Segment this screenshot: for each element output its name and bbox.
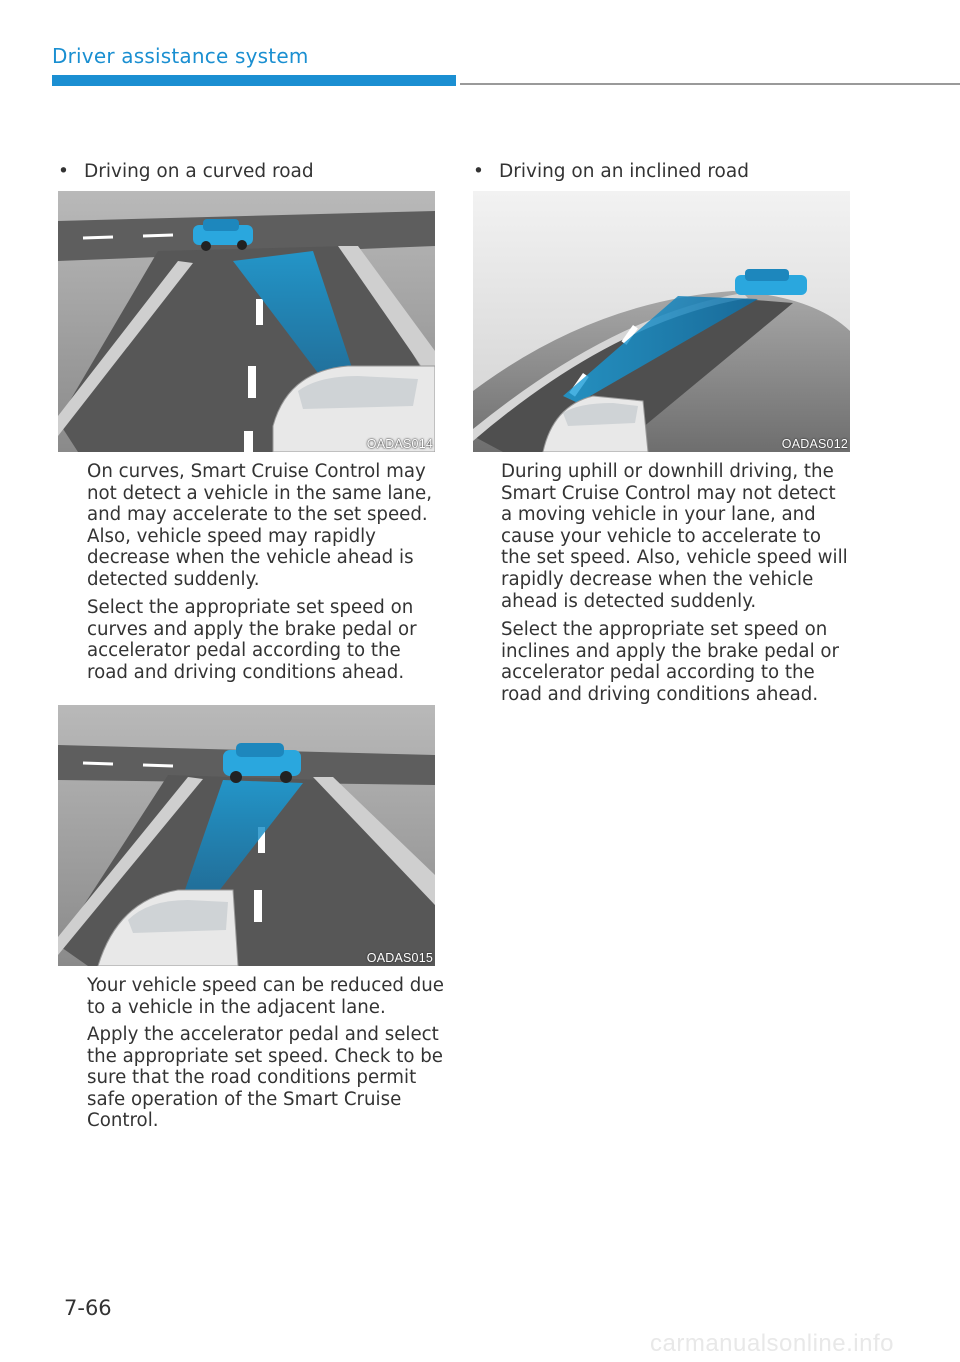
figure-code: OADAS012 [781,437,848,451]
curved-road-illustration [58,191,435,452]
figure-code: OADAS014 [366,437,433,451]
bullet-curved-road-text: Driving on a curved road [84,161,314,182]
watermark: carmanualsonline.info [650,1330,894,1357]
figure-inclined-road [473,191,850,452]
bullet-curved-road [58,161,314,182]
paragraph-incline-set-speed: Select the appropriate set speed on inclines and apply the brake pedal or accelerator pedal according to the road and driving conditions ahead. [501,619,840,705]
figure-curved-road [58,191,435,452]
header-accent-bar [52,75,456,86]
inclined-road-illustration [473,191,850,452]
header-divider [460,83,960,85]
paragraph-curves-set-speed: Select the appropriate set speed on curves and apply the brake pedal or accelerator pedal according to the road and driving conditions ahead. [87,597,417,683]
bullet-inclined-road-text: Driving on an inclined road [499,161,749,182]
paragraph-adjacent-lane-action: Apply the accelerator pedal and select the appropriate set speed. Check to be sure that the road conditions permit safe operation of the Smart Cruise Control. [87,1024,443,1132]
bullet-inclined-road [473,161,749,182]
figure-adjacent-lane [58,705,435,966]
page-number: 7-66 [64,1296,112,1320]
bullet-dot-icon: • [58,161,69,182]
paragraph-curves-detection: On curves, Smart Cruise Control may not detect a vehicle in the same lane, and may accelerate to the set speed. Also, vehicle speed may rapidly decrease when the vehicle ahead is detected suddenly. [87,461,433,590]
bullet-dot-icon: • [473,161,484,182]
section-title: Driver assistance system [52,44,309,68]
paragraph-incline-detection: During uphill or downhill driving, the Smart Cruise Control may not detect a moving vehicle in your lane, and cause your vehicle to accelerate to the set speed. Also, vehicle speed will rapidly decrease when the vehicle ahead is detected suddenly. [501,461,848,612]
figure-code: OADAS015 [366,951,433,965]
adjacent-lane-illustration [58,705,435,966]
paragraph-adjacent-lane: Your vehicle speed can be reduced due to a vehicle in the adjacent lane. [87,975,444,1018]
